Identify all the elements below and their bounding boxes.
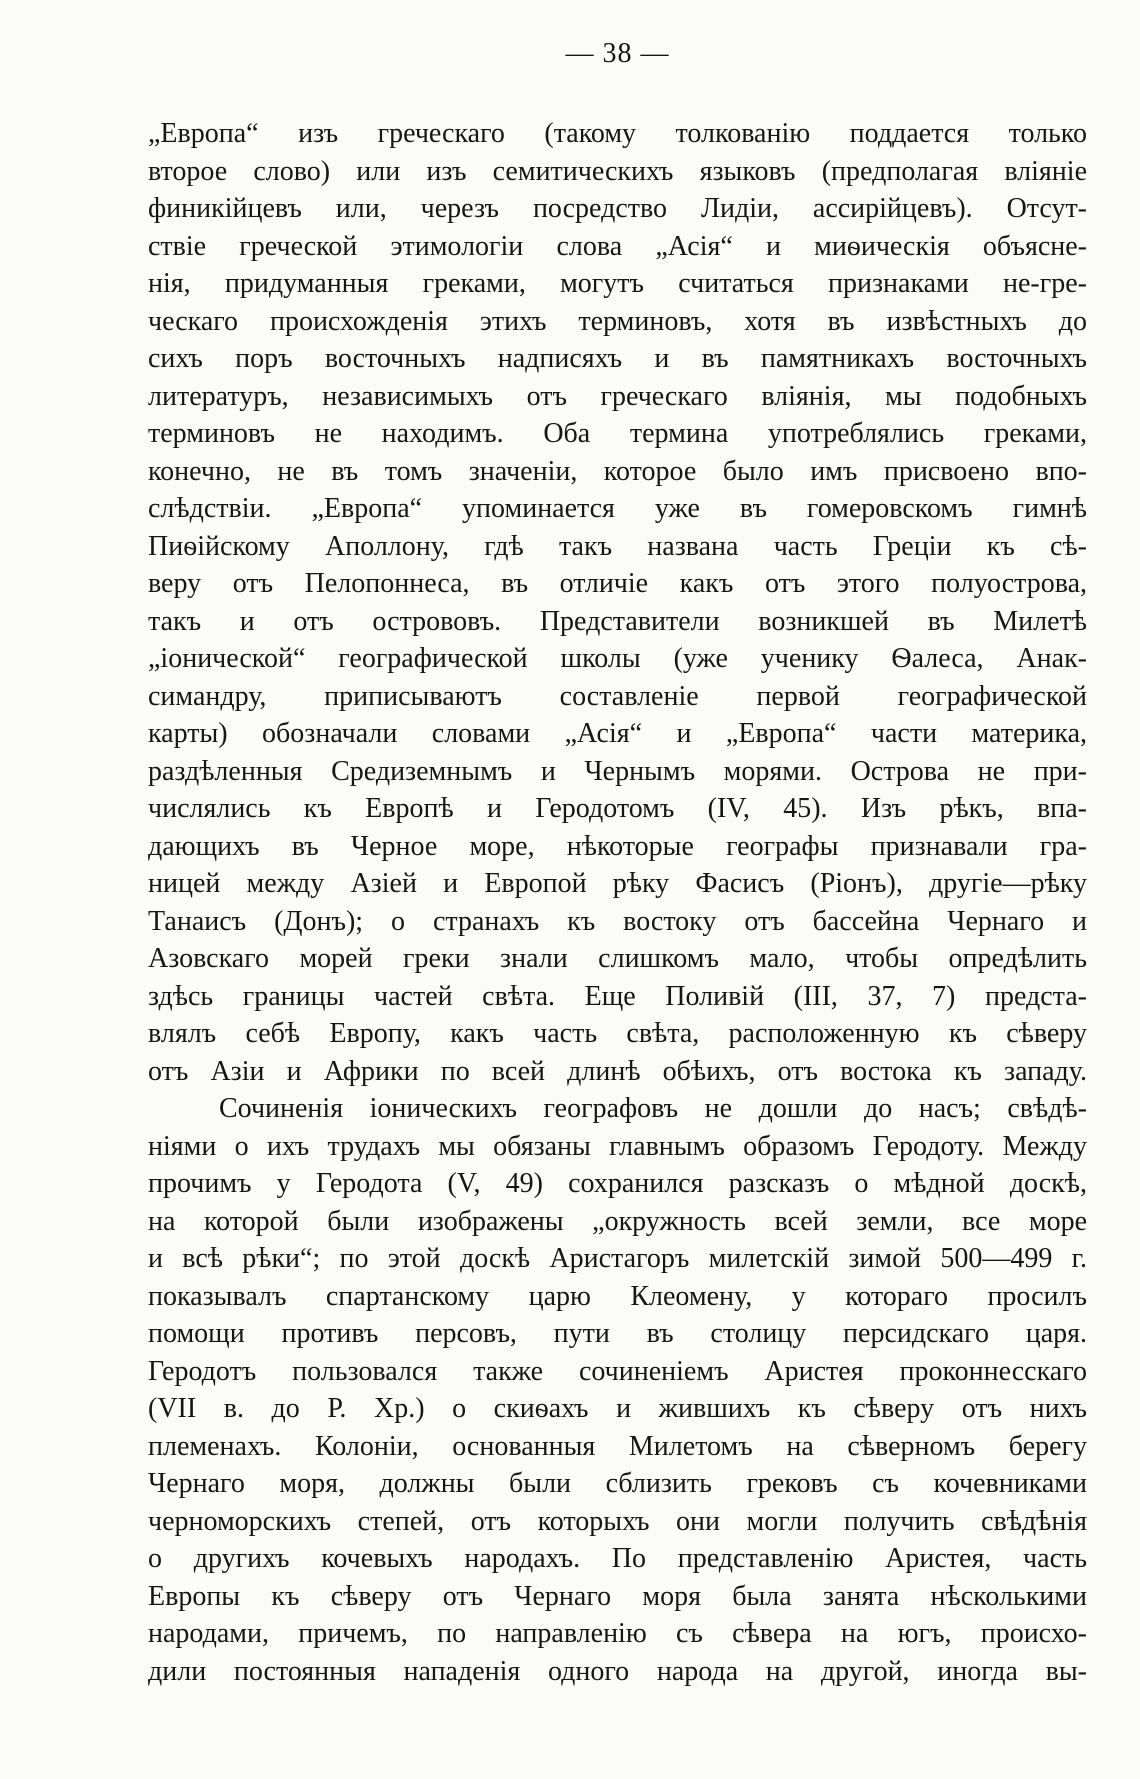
- text-line: Пиѳійскому Аполлону, гдѣ такъ названа часть Греціи къ сѣ-: [148, 530, 1087, 562]
- text-line: племенахъ. Колоніи, основанныя Милетомъ на сѣверномъ берегу: [148, 1430, 1087, 1462]
- text-line: Европы къ сѣверу отъ Чернаго моря была занята нѣсколькими: [148, 1580, 1087, 1612]
- text-line: финикійцевъ или, черезъ посредство Лидіи, ассирійцевъ). Отсут-: [148, 193, 1087, 224]
- text-line: черноморскихъ степей, отъ которыхъ они могли получить свѣдѣнія: [148, 1505, 1087, 1537]
- text-line: такъ и отъ острововъ. Представители возникшей въ Милетѣ: [148, 605, 1087, 637]
- text-line: ствіе греческой этимологіи слова „Асія“ и миѳическія объясне-: [148, 230, 1087, 262]
- page-number: — 38 —: [565, 38, 670, 69]
- text-line: Сочиненія іоническихъ географовъ не дошли до насъ; свѣдѣ-: [219, 1093, 1087, 1124]
- text-line: литературъ, независимыхъ отъ греческаго вліянія, мы подобныхъ: [148, 380, 1087, 412]
- text-line: веру отъ Пелопоннеса, въ отличіе какъ отъ этого полуострова,: [148, 568, 1087, 599]
- text-line: „Европа“ изъ греческаго (такому толкованію поддается только: [148, 118, 1087, 149]
- text-line: ніями о ихъ трудахъ мы обязаны главнымъ образомъ Геродоту. Между: [148, 1130, 1087, 1162]
- text-line: раздѣленныя Средиземнымъ и Чернымъ морями. Острова не при-: [148, 755, 1087, 787]
- text-line: нія, придуманныя греками, могутъ считаться признаками не-гре-: [148, 268, 1087, 299]
- text-line: Чернаго моря, должны были сблизить грековъ съ кочевниками: [148, 1468, 1087, 1499]
- text-line: ческаго происхожденія этихъ терминовъ, хотя въ извѣстныхъ до: [148, 305, 1087, 337]
- text-line: симандру, приписываютъ составленіе первой географической: [148, 680, 1087, 712]
- text-line: слѣдствіи. „Европа“ упоминается уже въ гомеровскомъ гимнѣ: [148, 493, 1087, 524]
- paragraph-2: [148, 1090, 1087, 1690]
- text-line: сихъ поръ восточныхъ надписяхъ и въ памятникахъ восточныхъ: [148, 343, 1087, 374]
- text-line: дили постоянныя нападенія одного народа на другой, иногда вы-: [148, 1655, 1087, 1687]
- text-line: конечно, не въ томъ значеніи, которое было имъ присвоено впо-: [148, 455, 1087, 487]
- text-line: отъ Азіи и Африки по всей длинѣ обѣихъ, отъ востока къ западу.: [148, 1055, 1087, 1087]
- text-line: терминовъ не находимъ. Оба термина употреблялись греками,: [148, 418, 1087, 449]
- text-line: влялъ себѣ Европу, какъ часть свѣта, расположенную къ сѣверу: [148, 1018, 1087, 1049]
- text-line: Танаисъ (Донъ); о странахъ къ востоку отъ бассейна Чернаго и: [148, 905, 1087, 937]
- text-line: на которой были изображены „окружность всей земли, все море: [148, 1205, 1087, 1237]
- text-line: (VII в. до Р. Хр.) о скиѳахъ и жившихъ къ сѣверу отъ нихъ: [148, 1393, 1087, 1424]
- text-line: и всѣ рѣки“; по этой доскѣ Аристагоръ милетскій зимой 500—499 г.: [148, 1243, 1087, 1274]
- text-line: здѣсь границы частей свѣта. Еще Поливій (III, 37, 7) предста-: [148, 980, 1087, 1012]
- text-line: Азовскаго морей греки знали слишкомъ мало, чтобы опредѣлить: [148, 943, 1087, 974]
- text-line: прочимъ у Геродота (V, 49) сохранился разсказъ о мѣдной доскѣ,: [148, 1168, 1087, 1199]
- text-line: дающихъ въ Черное море, нѣкоторые географы признавали гра-: [148, 830, 1087, 862]
- text-line: показывалъ спартанскому царю Клеомену, у котораго просилъ: [148, 1280, 1087, 1312]
- text-line: Геродотъ пользовался также сочиненіемъ Аристея проконнесскаго: [148, 1355, 1087, 1387]
- text-line: карты) обозначали словами „Асія“ и „Европа“ части материка,: [148, 718, 1087, 749]
- paragraph-1: [148, 115, 1087, 1090]
- text-line: ницей между Азіей и Европой рѣку Фасисъ (Ріонъ), другіе—рѣку: [148, 868, 1087, 899]
- text-line: второе слово) или изъ семитическихъ языковъ (предполагая вліяніе: [148, 155, 1087, 187]
- text-line: о другихъ кочевыхъ народахъ. По представленію Аристея, часть: [148, 1543, 1087, 1574]
- text-line: помощи противъ персовъ, пути въ столицу персидскаго царя.: [148, 1318, 1087, 1349]
- text-line: числялись къ Европѣ и Геродотомъ (IV, 45). Изъ рѣкъ, впа-: [148, 793, 1087, 824]
- body-text: [148, 115, 1087, 1690]
- text-line: „іонической“ географической школы (уже ученику Ѳалеса, Анак-: [148, 643, 1087, 674]
- text-line: народами, причемъ, по направленію съ сѣвера на югъ, происхо-: [148, 1618, 1087, 1649]
